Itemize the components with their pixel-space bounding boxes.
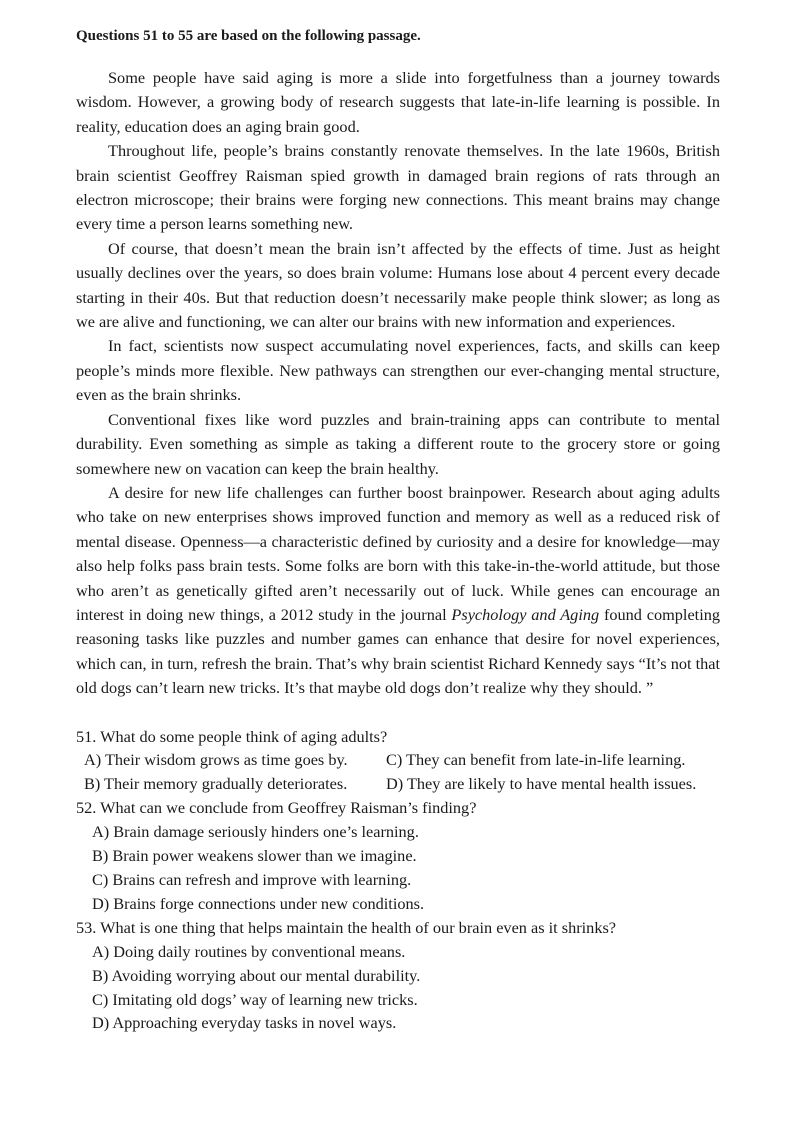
question-52-option-a: A) Brain damage seriously hinders one’s learning. <box>92 822 419 842</box>
question-51-option-d: D) They are likely to have mental health issues. <box>386 774 697 794</box>
question-52 <box>76 796 720 916</box>
question-51-options <box>76 748 720 796</box>
journal-title: Psychology and Aging <box>451 604 600 624</box>
question-list <box>76 725 720 1036</box>
question-52-option-c: C) Brains can refresh and improve with learning. <box>92 870 412 889</box>
question-53 <box>76 916 720 1036</box>
question-53-option-a: A) Doing daily routines by conventional means. <box>92 941 406 961</box>
reading-passage <box>76 66 720 701</box>
exam-page <box>76 26 720 1035</box>
question-52-stem: 52. What can we conclude from Geoffrey Raisman’s finding? <box>76 798 477 818</box>
question-53-option-d: D) Approaching everyday tasks in novel ways. <box>92 1013 397 1033</box>
passage-paragraph-2: Throughout life, people’s brains constantly renovate themselves. In the late 1960s, British brain scientist Geoffrey Raisman spied growth in damaged brain regions of rats through an electron microscope; their brains were forging new connections. This meant brains may change every time a person learns something new. <box>76 141 720 234</box>
section-heading: Questions 51 to 55 are based on the following passage. <box>76 28 421 44</box>
passage-paragraph-1: Some people have said aging is more a slide into forgetfulness than a journey towards wisdom. However, a growing body of research suggests that late-in-life learning is possible. In reality, education does an aging brain good. <box>76 68 720 136</box>
question-51 <box>76 725 720 797</box>
question-51-stem: 51. What do some people think of aging adults? <box>76 726 388 746</box>
paragraph-6-text-end: found completing reasoning tasks like puzzles and number games can enhance that desire for novel experiences, which can, in turn, refresh the brain. That’s why brain scientist Richard Kennedy says “It’s not that old dogs can’t learn new tricks. It’s that maybe old dogs don’t realize why they should. ” <box>76 604 720 698</box>
question-51-option-c: C) They can benefit from late-in-life learning. <box>386 750 686 770</box>
question-53-option-c: C) Imitating old dogs’ way of learning new tricks. <box>92 989 418 1009</box>
passage-paragraph-4: In fact, scientists now suspect accumulating novel experiences, facts, and skills can keep people’s minds more flexible. New pathways can strengthen our ever-changing mental structure, even as the brain shrinks. <box>76 336 720 405</box>
question-51-option-b: B) Their memory gradually deteriorates. <box>84 774 348 794</box>
paragraph-6-text-start: A desire for new life challenges can further boost brainpower. Research about aging adults who take on new enterprises shows improved function and memory as well as a reduced risk of mental disease. Openness—a characteristic defined by curiosity and a desire for knowledge—may also help folks pass brain tests. Some folks are born with this take-in-the-world attitude, but those who aren’t as genetically gifted aren’t necessarily out of luck. While genes can encourage an interest in doing new things, a 2012 study in the journal <box>76 482 720 624</box>
question-53-stem: 53. What is one thing that helps maintain the health of our brain even as it shrinks? <box>76 917 617 937</box>
question-51-option-a: A) Their wisdom grows as time goes by. <box>84 750 348 770</box>
question-52-option-b: B) Brain power weakens slower than we imagine. <box>92 846 417 866</box>
question-52-option-d: D) Brains forge connections under new conditions. <box>92 893 425 913</box>
question-53-option-b: B) Avoiding worrying about our mental durability. <box>92 965 421 985</box>
passage-paragraph-5: Conventional fixes like word puzzles and brain-training apps can contribute to mental durability. Even something as simple as taking a different route to the grocery store or going somewhere new on vacation can keep the brain healthy. <box>76 409 720 478</box>
passage-paragraph-3: Of course, that doesn’t mean the brain isn’t affected by the effects of time. Just as height usually declines over the years, so does brain volume: Humans lose about 4 percent every decade starting in their 40s. But that reduction doesn’t necessarily make people think slower; as long as we are alive and functioning, we can alter our brains with new information and experiences. <box>76 238 720 332</box>
passage-paragraph-6 <box>76 481 720 701</box>
